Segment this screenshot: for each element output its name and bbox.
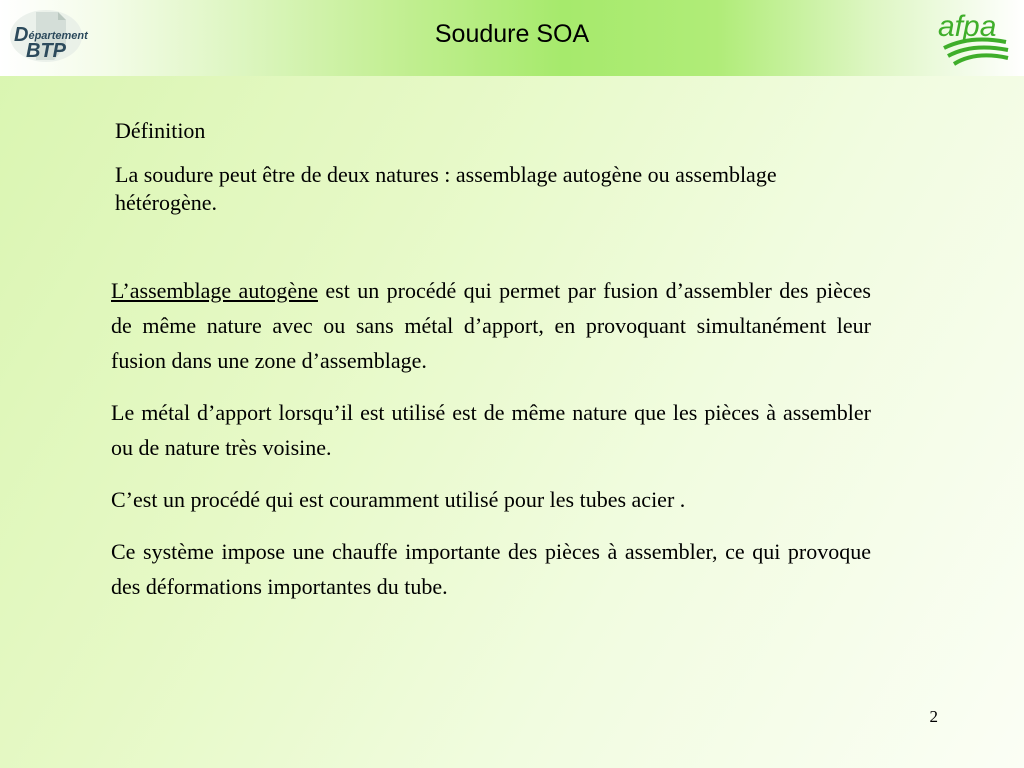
- paragraph-metal-apport: Le métal d’apport lorsqu’il est utilisé est de même nature que les pièces à assembler ou de nature très voisine.: [111, 400, 871, 460]
- paragraph-usage: C’est un procédé qui est couramment utilisé pour les tubes acier .: [111, 487, 686, 512]
- page-title: Soudure SOA: [434, 20, 590, 48]
- header-bar: [0, 0, 1024, 76]
- autogene-description: est un procédé qui permet par fusion d’assembler des pièces de même nature avec ou sans métal d’apport, en provoquant simultanément leur fusion dans une zone d’assemblage.: [111, 278, 871, 373]
- paragraph-autogene: [111, 273, 871, 378]
- svg-text:afpa: afpa: [938, 10, 997, 43]
- afpa-logo-icon: [934, 4, 1014, 70]
- body-text: [111, 273, 871, 621]
- afpa-logo: [934, 4, 1014, 70]
- definition-section: [115, 117, 855, 217]
- definition-text: La soudure peut être de deux natures : assemblage autogène ou assemblage hétérogène.: [115, 162, 777, 215]
- paragraph-chauffe: Ce système impose une chauffe importante des pièces à assembler, ce qui provoque des déformations importantes du tube.: [111, 539, 871, 599]
- slide-number: 2: [929, 707, 938, 726]
- autogene-term: L’assemblage autogène: [111, 278, 318, 303]
- logo-btp-text: BTP: [26, 40, 66, 62]
- logo-departement-text: Département: [14, 24, 88, 46]
- definition-heading: Définition: [115, 118, 206, 143]
